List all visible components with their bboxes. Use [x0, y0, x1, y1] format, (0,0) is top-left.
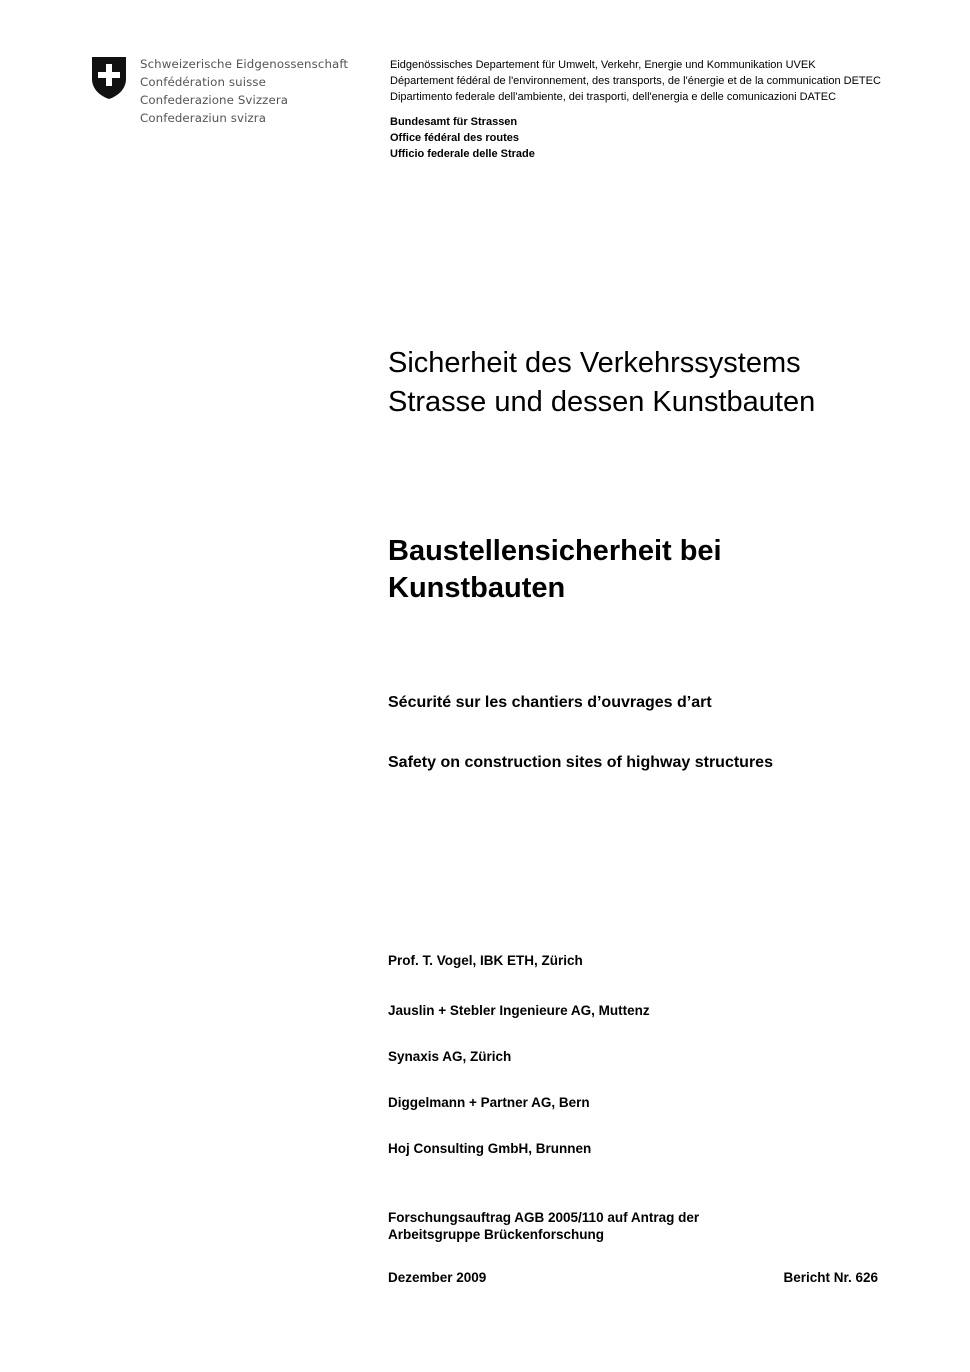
confederation-logo [90, 52, 360, 132]
author-4: Diggelmann + Partner AG, Bern [388, 1095, 590, 1110]
series-title [388, 344, 815, 422]
author-3: Synaxis AG, Zürich [388, 1049, 512, 1064]
department-line-it: Dipartimento federale dell'ambiente, dei trasporti, dell'energia e delle comunicazioni DATEC [390, 91, 837, 104]
report-number: Bericht Nr. 626 [783, 1270, 878, 1285]
series-title-line-2: Strasse und dessen Kunstbauten [388, 386, 816, 418]
office-line-fr: Office fédéral des routes [390, 132, 519, 145]
report-title-line-1: Baustellensicherheit bei [388, 535, 722, 567]
logo-text [140, 55, 348, 127]
logo-line-it: Confederazione Svizzera [140, 93, 289, 107]
department-header [390, 57, 881, 106]
logo-line-rm: Confederaziun svizra [140, 111, 267, 125]
subtitle-english: Safety on construction sites of highway structures [388, 754, 773, 771]
office-line-it: Ufficio federale delle Strade [390, 148, 535, 161]
author-5: Hoj Consulting GmbH, Brunnen [388, 1141, 592, 1156]
research-line-1: Forschungsauftrag AGB 2005/110 auf Antrag der [388, 1210, 700, 1225]
swiss-cross-shield-icon [90, 55, 128, 101]
office-line-de: Bundesamt für Strassen [390, 116, 518, 128]
report-title-line-2: Kunstbauten [388, 572, 566, 604]
author-2: Jauslin + Stebler Ingenieure AG, Muttenz [388, 1003, 650, 1018]
publication-date: Dezember 2009 [388, 1270, 487, 1285]
office-header [390, 114, 535, 163]
series-title-line-1: Sicherheit des Verkehrssystems [388, 347, 801, 379]
subtitle-french: Sécurité sur les chantiers d’ouvrages d’art [388, 694, 712, 711]
research-line-2: Arbeitsgruppe Brückenforschung [388, 1227, 605, 1242]
department-line-de: Eidgenössisches Departement für Umwelt, Verkehr, Energie und Kommunikation UVEK [390, 59, 816, 71]
department-line-fr: Département fédéral de l'environnement, des transports, de l'énergie et de la communication DETEC [390, 75, 881, 88]
logo-line-fr: Confédération suisse [140, 75, 266, 89]
report-title [388, 533, 722, 607]
research-mandate [388, 1209, 699, 1243]
author-1: Prof. T. Vogel, IBK ETH, Zürich [388, 953, 583, 968]
logo-line-de: Schweizerische Eidgenossenschaft [140, 57, 349, 71]
